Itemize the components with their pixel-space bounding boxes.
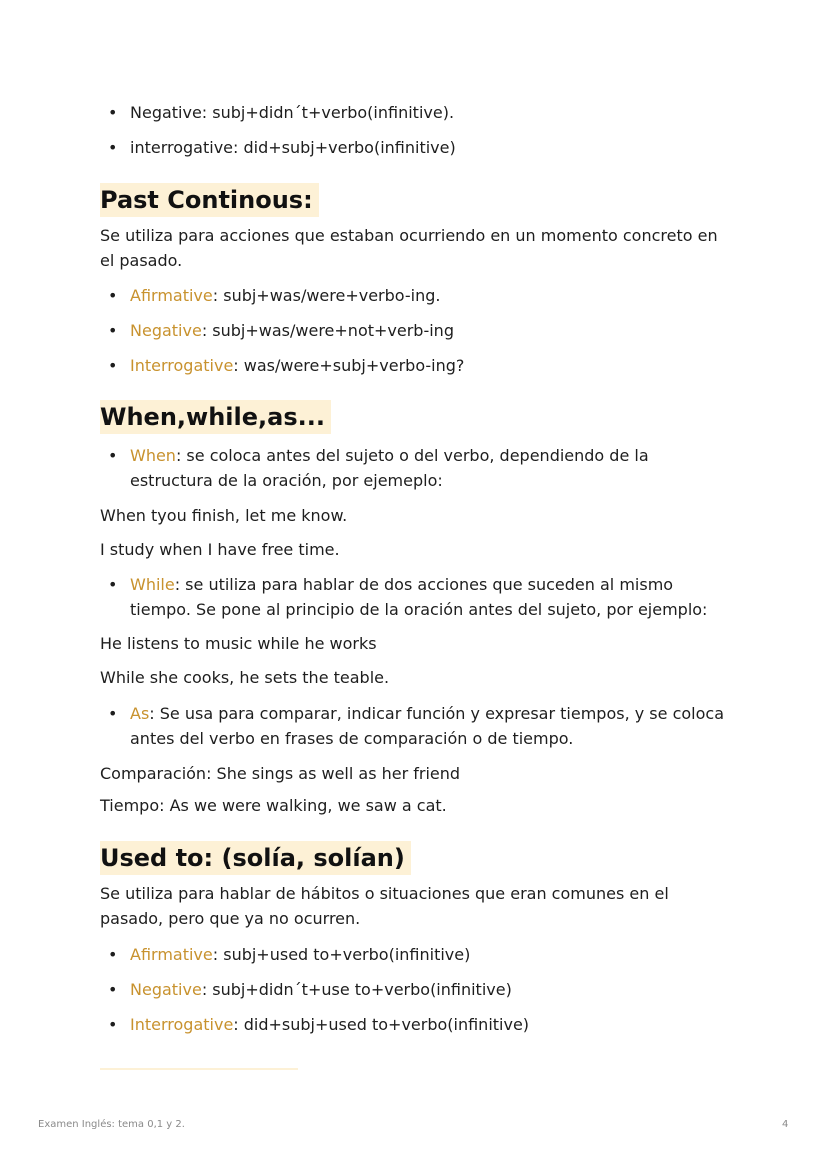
bullet-label: While xyxy=(130,575,175,594)
example-line: While she cooks, he sets the teable. xyxy=(100,668,390,687)
bullet-text: : subj+used to+verbo(infinitive) xyxy=(212,945,471,964)
bullet-text: Negative: subj+didn´t+verbo(infinitive). xyxy=(130,103,455,122)
divider xyxy=(100,1068,298,1070)
bullet-label: As xyxy=(130,704,150,723)
list-item xyxy=(130,135,730,160)
bullet-label: Afirmative xyxy=(130,945,213,964)
bullet-text: : Se usa para comparar, indicar función y expresar tiempos, y se coloca antes del verbo en frases de comparación o de tiempo. xyxy=(130,704,724,748)
bullet-text: : se utiliza para hablar de dos acciones que suceden al mismo tiempo. Se pone al principio de la oración antes del sujeto, por ejemplo: xyxy=(130,575,708,619)
example-line: When tyou finish, let me know. xyxy=(100,506,348,525)
list-item xyxy=(130,318,730,343)
list-item xyxy=(130,1012,730,1037)
bullet-text: interrogative: did+subj+verbo(infinitive) xyxy=(130,138,456,157)
heading-when-while-as: When,while,as... xyxy=(100,400,331,434)
list-item xyxy=(130,283,730,308)
bullet-text: : subj+was/were+verbo-ing. xyxy=(212,286,441,305)
example-line: Comparación: She sings as well as her friend xyxy=(100,764,461,783)
list-item xyxy=(130,100,730,125)
list-item xyxy=(130,572,730,622)
heading-used-to: Used to: (solía, solían) xyxy=(100,841,411,875)
bullet-label: Interrogative xyxy=(130,356,234,375)
list-item xyxy=(130,443,730,493)
heading-past-continuous: Past Continous: xyxy=(100,183,319,217)
bullet-label: Negative xyxy=(130,321,202,340)
page-number: 4 xyxy=(782,1119,789,1130)
bullet-text: : was/were+subj+verbo-ing? xyxy=(233,356,465,375)
footer-title: Examen Inglés: tema 0,1 y 2. xyxy=(38,1119,185,1130)
bullet-label: Afirmative xyxy=(130,286,213,305)
bullet-text: : did+subj+used to+verbo(infinitive) xyxy=(233,1015,530,1034)
paragraph: Se utiliza para hablar de hábitos o situaciones que eran comunes en el pasado, pero que ya no ocurren. xyxy=(100,884,669,928)
bullet-label: When xyxy=(130,446,176,465)
list-item xyxy=(130,942,730,967)
bullet-text: : subj+didn´t+use to+verbo(infinitive) xyxy=(201,980,512,999)
example-line: I study when I have free time. xyxy=(100,540,340,559)
example-line: Tiempo: As we were walking, we saw a cat. xyxy=(100,796,447,815)
bullet-text: : subj+was/were+not+verb-ing xyxy=(201,321,454,340)
bullet-text: : se coloca antes del sujeto o del verbo, dependiendo de la estructura de la oración, por ejemeplo: xyxy=(130,446,649,490)
bullet-label: Negative xyxy=(130,980,202,999)
list-item xyxy=(130,701,730,751)
paragraph: Se utiliza para acciones que estaban ocurriendo en un momento concreto en el pasado. xyxy=(100,226,718,270)
bullet-label: Interrogative xyxy=(130,1015,234,1034)
example-line: He listens to music while he works xyxy=(100,634,377,653)
list-item xyxy=(130,353,730,378)
list-item xyxy=(130,977,730,1002)
